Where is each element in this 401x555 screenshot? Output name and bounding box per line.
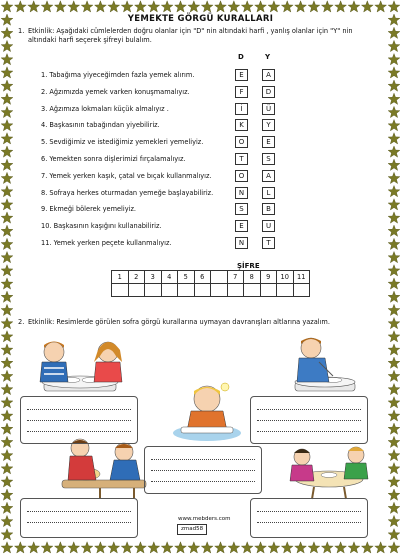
border-star	[1, 199, 13, 210]
border-star	[161, 542, 173, 553]
border-star	[1, 542, 13, 553]
letter-box-y[interactable]: A	[262, 69, 275, 81]
border-star	[201, 542, 213, 553]
border-star	[388, 344, 400, 355]
border-star	[54, 1, 66, 12]
letter-box-y[interactable]: S	[262, 153, 275, 165]
border-star	[388, 291, 400, 302]
activity-1-text: Etkinlik: Aşağıdaki cümlelerden doğru olanlar için "D" nin altındaki harfi , yanlış olanlar için "Y" nin altındaki harfi seçerek şifreyi bulalım.	[28, 27, 353, 44]
border-star	[388, 463, 400, 474]
border-star	[1, 357, 13, 368]
border-star	[1, 14, 13, 25]
question-row	[41, 136, 361, 148]
question-row	[41, 203, 361, 215]
sifre-number-cell: 3	[145, 271, 162, 284]
answer-box-2[interactable]	[250, 396, 368, 444]
border-star	[388, 542, 400, 553]
border-star	[388, 40, 400, 51]
border-star	[388, 529, 400, 540]
sifre-number-cell: 8	[244, 271, 261, 284]
letter-box-d[interactable]: S	[235, 203, 248, 215]
border-star	[335, 542, 347, 553]
border-star	[108, 542, 120, 553]
answer-line[interactable]	[27, 423, 131, 432]
border-star	[1, 502, 13, 513]
answer-line[interactable]	[257, 514, 361, 523]
border-star	[1, 146, 13, 157]
border-star	[1, 80, 13, 91]
letter-box-d[interactable]: N	[235, 187, 248, 199]
border-star	[281, 1, 293, 12]
worksheet-title: YEMEKTE GÖRGÜ KURALLARI	[127, 14, 274, 24]
border-star	[388, 515, 400, 526]
border-star	[1, 344, 13, 355]
border-star	[388, 27, 400, 38]
border-star	[388, 331, 400, 342]
border-star	[295, 1, 307, 12]
border-star	[388, 476, 400, 487]
border-star	[388, 186, 400, 197]
sifre-answer-cell[interactable]	[277, 284, 294, 297]
question-row	[41, 237, 361, 249]
question-text: 4. Başkasının tabağından yiyebiliriz.	[41, 121, 160, 130]
illustration-two-kids-talking	[24, 332, 136, 396]
activity-1-number: 1.	[18, 27, 25, 35]
border-star	[388, 252, 400, 263]
border-star	[361, 1, 373, 12]
sifre-answer-cell[interactable]	[161, 284, 178, 297]
border-star	[81, 1, 93, 12]
border-star	[1, 238, 13, 249]
answer-box-3[interactable]	[144, 446, 262, 494]
letter-box-d[interactable]: İ	[235, 103, 248, 115]
letter-box-y[interactable]: E	[262, 136, 275, 148]
answer-line[interactable]	[151, 451, 255, 460]
border-star	[388, 159, 400, 170]
sifre-answer-cell[interactable]	[112, 284, 129, 297]
border-star	[1, 40, 13, 51]
border-star	[1, 291, 13, 302]
border-star	[388, 383, 400, 394]
border-star	[255, 1, 267, 12]
border-star	[1, 370, 13, 381]
border-star	[388, 14, 400, 25]
border-star	[228, 1, 240, 12]
border-star	[135, 1, 147, 12]
border-star	[1, 436, 13, 447]
sifre-answer-cell[interactable]	[244, 284, 261, 297]
border-star	[201, 1, 213, 12]
border-star	[388, 199, 400, 210]
border-star	[215, 542, 227, 553]
border-star	[255, 542, 267, 553]
border-star	[1, 423, 13, 434]
border-star	[1, 397, 13, 408]
border-star	[375, 542, 387, 553]
border-star	[1, 54, 13, 65]
question-row	[41, 220, 361, 232]
sifre-number-cell: 5	[178, 271, 195, 284]
border-star	[1, 331, 13, 342]
border-star	[388, 304, 400, 315]
border-star	[388, 397, 400, 408]
question-text: 3. Ağzımıza lokmaları küçük almalıyız .	[41, 104, 169, 113]
answer-line[interactable]	[257, 401, 361, 410]
border-star	[1, 515, 13, 526]
letter-box-y[interactable]: U	[262, 220, 275, 232]
question-text: 10. Başkasının kaşığını kullanabiliriz.	[41, 222, 162, 231]
sifre-number-cell: 6	[194, 271, 211, 284]
border-star	[1, 67, 13, 78]
answer-line[interactable]	[257, 503, 361, 512]
answer-box-4[interactable]	[20, 498, 138, 538]
question-row	[41, 187, 361, 199]
answer-line[interactable]	[27, 401, 131, 410]
question-row	[41, 170, 361, 182]
border-star	[68, 1, 80, 12]
border-star	[28, 1, 40, 12]
illustration-messy-eating	[169, 379, 245, 443]
border-star	[388, 172, 400, 183]
activity-2-text: Etkinlik: Resimlerde görülen sofra görgü kurallarına uymayan davranışları altlarına yazalım.	[28, 318, 330, 326]
letter-box-y[interactable]: A	[262, 170, 275, 182]
letter-box-d[interactable]: F	[235, 86, 248, 98]
letter-box-y[interactable]: T	[262, 237, 275, 249]
border-star	[1, 489, 13, 500]
border-star	[161, 1, 173, 12]
border-star	[1, 463, 13, 474]
border-star	[388, 80, 400, 91]
sifre-number-cell: 4	[161, 271, 178, 284]
letter-box-d[interactable]: K	[235, 119, 248, 131]
letter-box-y[interactable]: Y	[262, 119, 275, 131]
border-star	[188, 542, 200, 553]
border-star	[228, 542, 240, 553]
border-star	[388, 106, 400, 117]
question-text: 2. Ağzımızda yemek varken konuşmamalıyız.	[41, 87, 190, 96]
sifre-answer-cell[interactable]	[145, 284, 162, 297]
border-star	[268, 1, 280, 12]
border-star	[1, 93, 13, 104]
border-star	[175, 1, 187, 12]
border-star	[388, 1, 400, 12]
question-row	[41, 69, 361, 81]
sifre-number-cell: 1	[112, 271, 129, 284]
border-star	[321, 1, 333, 12]
border-star	[1, 172, 13, 183]
letter-box-d[interactable]: O	[235, 136, 248, 148]
border-star	[388, 436, 400, 447]
activity-2-instruction	[18, 318, 380, 327]
sifre-answer-cell[interactable]	[293, 284, 310, 297]
worksheet	[14, 14, 387, 541]
sifre-number-row	[112, 271, 310, 284]
letter-box-d[interactable]: N	[235, 237, 248, 249]
illustration-boy-eating	[289, 332, 359, 396]
border-star	[388, 370, 400, 381]
border-star	[68, 542, 80, 553]
border-star	[388, 67, 400, 78]
border-star	[1, 383, 13, 394]
border-star	[388, 449, 400, 460]
border-star	[388, 133, 400, 144]
border-star	[41, 1, 53, 12]
border-star	[175, 542, 187, 553]
letter-box-d[interactable]: O	[235, 170, 248, 182]
question-text: 6. Yemekten sonra dişlerimizi fırçalamalıyız.	[41, 155, 186, 163]
border-star	[348, 1, 360, 12]
border-star	[1, 317, 13, 328]
question-text: 5. Sevdiğimiz ve istediğimiz yemekleri yemeliyiz.	[41, 138, 204, 147]
border-star	[388, 410, 400, 421]
border-star	[41, 542, 53, 553]
letter-box-y[interactable]: D	[262, 86, 275, 98]
border-star	[1, 476, 13, 487]
border-star	[388, 265, 400, 276]
border-star	[361, 542, 373, 553]
question-row	[41, 86, 361, 98]
border-star	[95, 542, 107, 553]
border-star	[1, 278, 13, 289]
border-star	[1, 120, 13, 131]
sifre-answer-cell[interactable]	[194, 284, 211, 297]
border-star	[1, 133, 13, 144]
border-star	[1, 265, 13, 276]
border-star	[1, 1, 13, 12]
sifre-number-cell	[211, 271, 228, 284]
answer-line[interactable]	[257, 423, 361, 432]
border-star	[321, 542, 333, 553]
sifre-answer-cell[interactable]	[227, 284, 244, 297]
border-star	[108, 1, 120, 12]
border-star	[348, 542, 360, 553]
letter-box-d[interactable]: E	[235, 69, 248, 81]
question-text: 9. Ekmeği bölerek yemeliyiz.	[41, 205, 137, 214]
border-star	[95, 1, 107, 12]
border-star	[1, 212, 13, 223]
border-star	[388, 278, 400, 289]
illustration-family-table	[284, 439, 374, 501]
answer-box-5[interactable]	[250, 498, 368, 538]
letter-box-y[interactable]: B	[262, 203, 275, 215]
footer-website: www.mebders.com	[178, 516, 231, 522]
sifre-label: ŞİFRE	[237, 262, 260, 270]
border-star	[121, 542, 133, 553]
question-row	[41, 103, 361, 115]
letter-box-y[interactable]: Ü	[262, 103, 275, 115]
border-star	[1, 252, 13, 263]
border-star	[81, 542, 93, 553]
sifre-number-cell: 7	[227, 271, 244, 284]
border-star	[188, 1, 200, 12]
letter-box-y[interactable]: L	[262, 187, 275, 199]
letter-box-d[interactable]: E	[235, 220, 248, 232]
border-star	[14, 542, 26, 553]
border-star	[388, 225, 400, 236]
border-star	[335, 1, 347, 12]
border-star	[1, 186, 13, 197]
border-star	[148, 542, 160, 553]
letter-box-d[interactable]: T	[235, 153, 248, 165]
sifre-answer-cell[interactable]	[260, 284, 277, 297]
answer-line[interactable]	[151, 462, 255, 471]
border-star	[268, 542, 280, 553]
border-star	[1, 27, 13, 38]
sifre-number-cell: 10	[277, 271, 294, 284]
activity-2-number: 2.	[18, 318, 25, 326]
border-star	[388, 93, 400, 104]
answer-line[interactable]	[257, 412, 361, 421]
border-star	[375, 1, 387, 12]
question-text: 11. Yemek yerken peçete kullanmalıyız.	[41, 239, 172, 247]
border-star	[14, 1, 26, 12]
border-star	[388, 423, 400, 434]
answer-line[interactable]	[151, 473, 255, 482]
answer-line[interactable]	[27, 514, 131, 523]
border-star	[1, 449, 13, 460]
border-star	[121, 1, 133, 12]
sifre-number-cell: 2	[128, 271, 145, 284]
border-star	[54, 542, 66, 553]
question-text: 1. Tabağıma yiyeceğimden fazla yemek alırım.	[41, 71, 195, 79]
border-star	[241, 542, 253, 553]
question-text: 7. Yemek yerken kaşık, çatal ve bıçak kullanmalıyız.	[41, 171, 212, 180]
question-text: 8. Sofraya herkes oturmadan yemeğe başlayabiliriz.	[41, 188, 214, 197]
border-star	[388, 120, 400, 131]
border-star	[388, 357, 400, 368]
border-star	[1, 410, 13, 421]
sifre-number-cell: 11	[293, 271, 310, 284]
border-star	[1, 529, 13, 540]
question-row	[41, 119, 361, 131]
sifre-answer-cell[interactable]	[211, 284, 228, 297]
border-star	[388, 317, 400, 328]
border-star	[388, 146, 400, 157]
sifre-answer-cell[interactable]	[128, 284, 145, 297]
question-row	[41, 153, 361, 165]
border-star	[1, 225, 13, 236]
sifre-answer-row	[112, 284, 310, 297]
answer-line[interactable]	[27, 503, 131, 512]
border-star	[388, 212, 400, 223]
border-star	[1, 106, 13, 117]
border-star	[388, 238, 400, 249]
answer-box-1[interactable]	[20, 396, 138, 444]
border-star	[295, 542, 307, 553]
border-star	[388, 502, 400, 513]
border-star	[308, 542, 320, 553]
sifre-answer-cell[interactable]	[178, 284, 195, 297]
border-star	[148, 1, 160, 12]
border-star	[308, 1, 320, 12]
border-star	[215, 1, 227, 12]
border-star	[281, 542, 293, 553]
column-y-header: Y	[265, 53, 271, 61]
sifre-number-cell: 9	[260, 271, 277, 284]
border-star	[1, 159, 13, 170]
border-star	[388, 54, 400, 65]
border-star	[1, 304, 13, 315]
footer-code: zmad58	[177, 524, 207, 535]
border-star	[28, 542, 40, 553]
border-star	[388, 489, 400, 500]
answer-line[interactable]	[27, 412, 131, 421]
border-star	[135, 542, 147, 553]
column-d-header: D	[238, 53, 244, 61]
border-star	[241, 1, 253, 12]
sifre-grid	[111, 270, 310, 297]
activity-1-instruction	[18, 27, 380, 45]
